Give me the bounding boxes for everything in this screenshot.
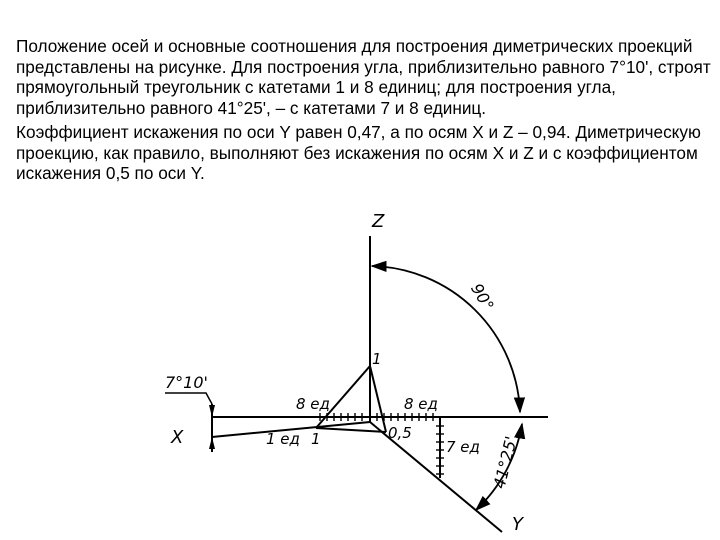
paragraph-coefficients: Коэффициент искажения по оси Y равен 0,47, а по осям X и Z – 0,94. Диметрическую проекцию, как правило, выполняют без искажения по осям X и Z и с коэффициентом искажения 0,5 по оси Y.	[16, 122, 701, 183]
right-8-units-label: 8 ед	[404, 395, 438, 413]
axis-x-label: X	[171, 427, 184, 448]
triangle-edge-base	[316, 428, 386, 432]
unit-ticks	[320, 413, 444, 474]
left-1-unit-label: 1 ед	[266, 430, 300, 448]
angle-y-label: 41°25'	[489, 434, 521, 491]
paragraph-construction: Положение осей и основные соотношения для построения диметрических проекций представлены на рисунке. Для построения угла, приблизительно равного 7°10', строят прямоугольный треугольник с катетами 1 и 8 единиц; для построения угла, приблизительно равного 41°25', – с катетами 7 и 8 единиц.	[16, 36, 711, 118]
z-marker-label: 1	[372, 350, 382, 368]
angle-90-label: 90°	[467, 280, 498, 315]
angle-90-arc	[372, 266, 520, 412]
y-coefficient-label: 0,5	[388, 424, 412, 442]
axis-y-label: Y	[512, 514, 523, 535]
x-marker-label: 1	[311, 430, 321, 448]
angle-x-leader	[165, 393, 212, 404]
axis-z-label: Z	[372, 211, 385, 232]
left-8-units-label: 8 ед	[296, 395, 330, 413]
right-7-units-label: 7 ед	[446, 438, 480, 456]
angle-x-label: 7°10'	[165, 373, 208, 392]
triangle-edge-right	[370, 366, 386, 432]
